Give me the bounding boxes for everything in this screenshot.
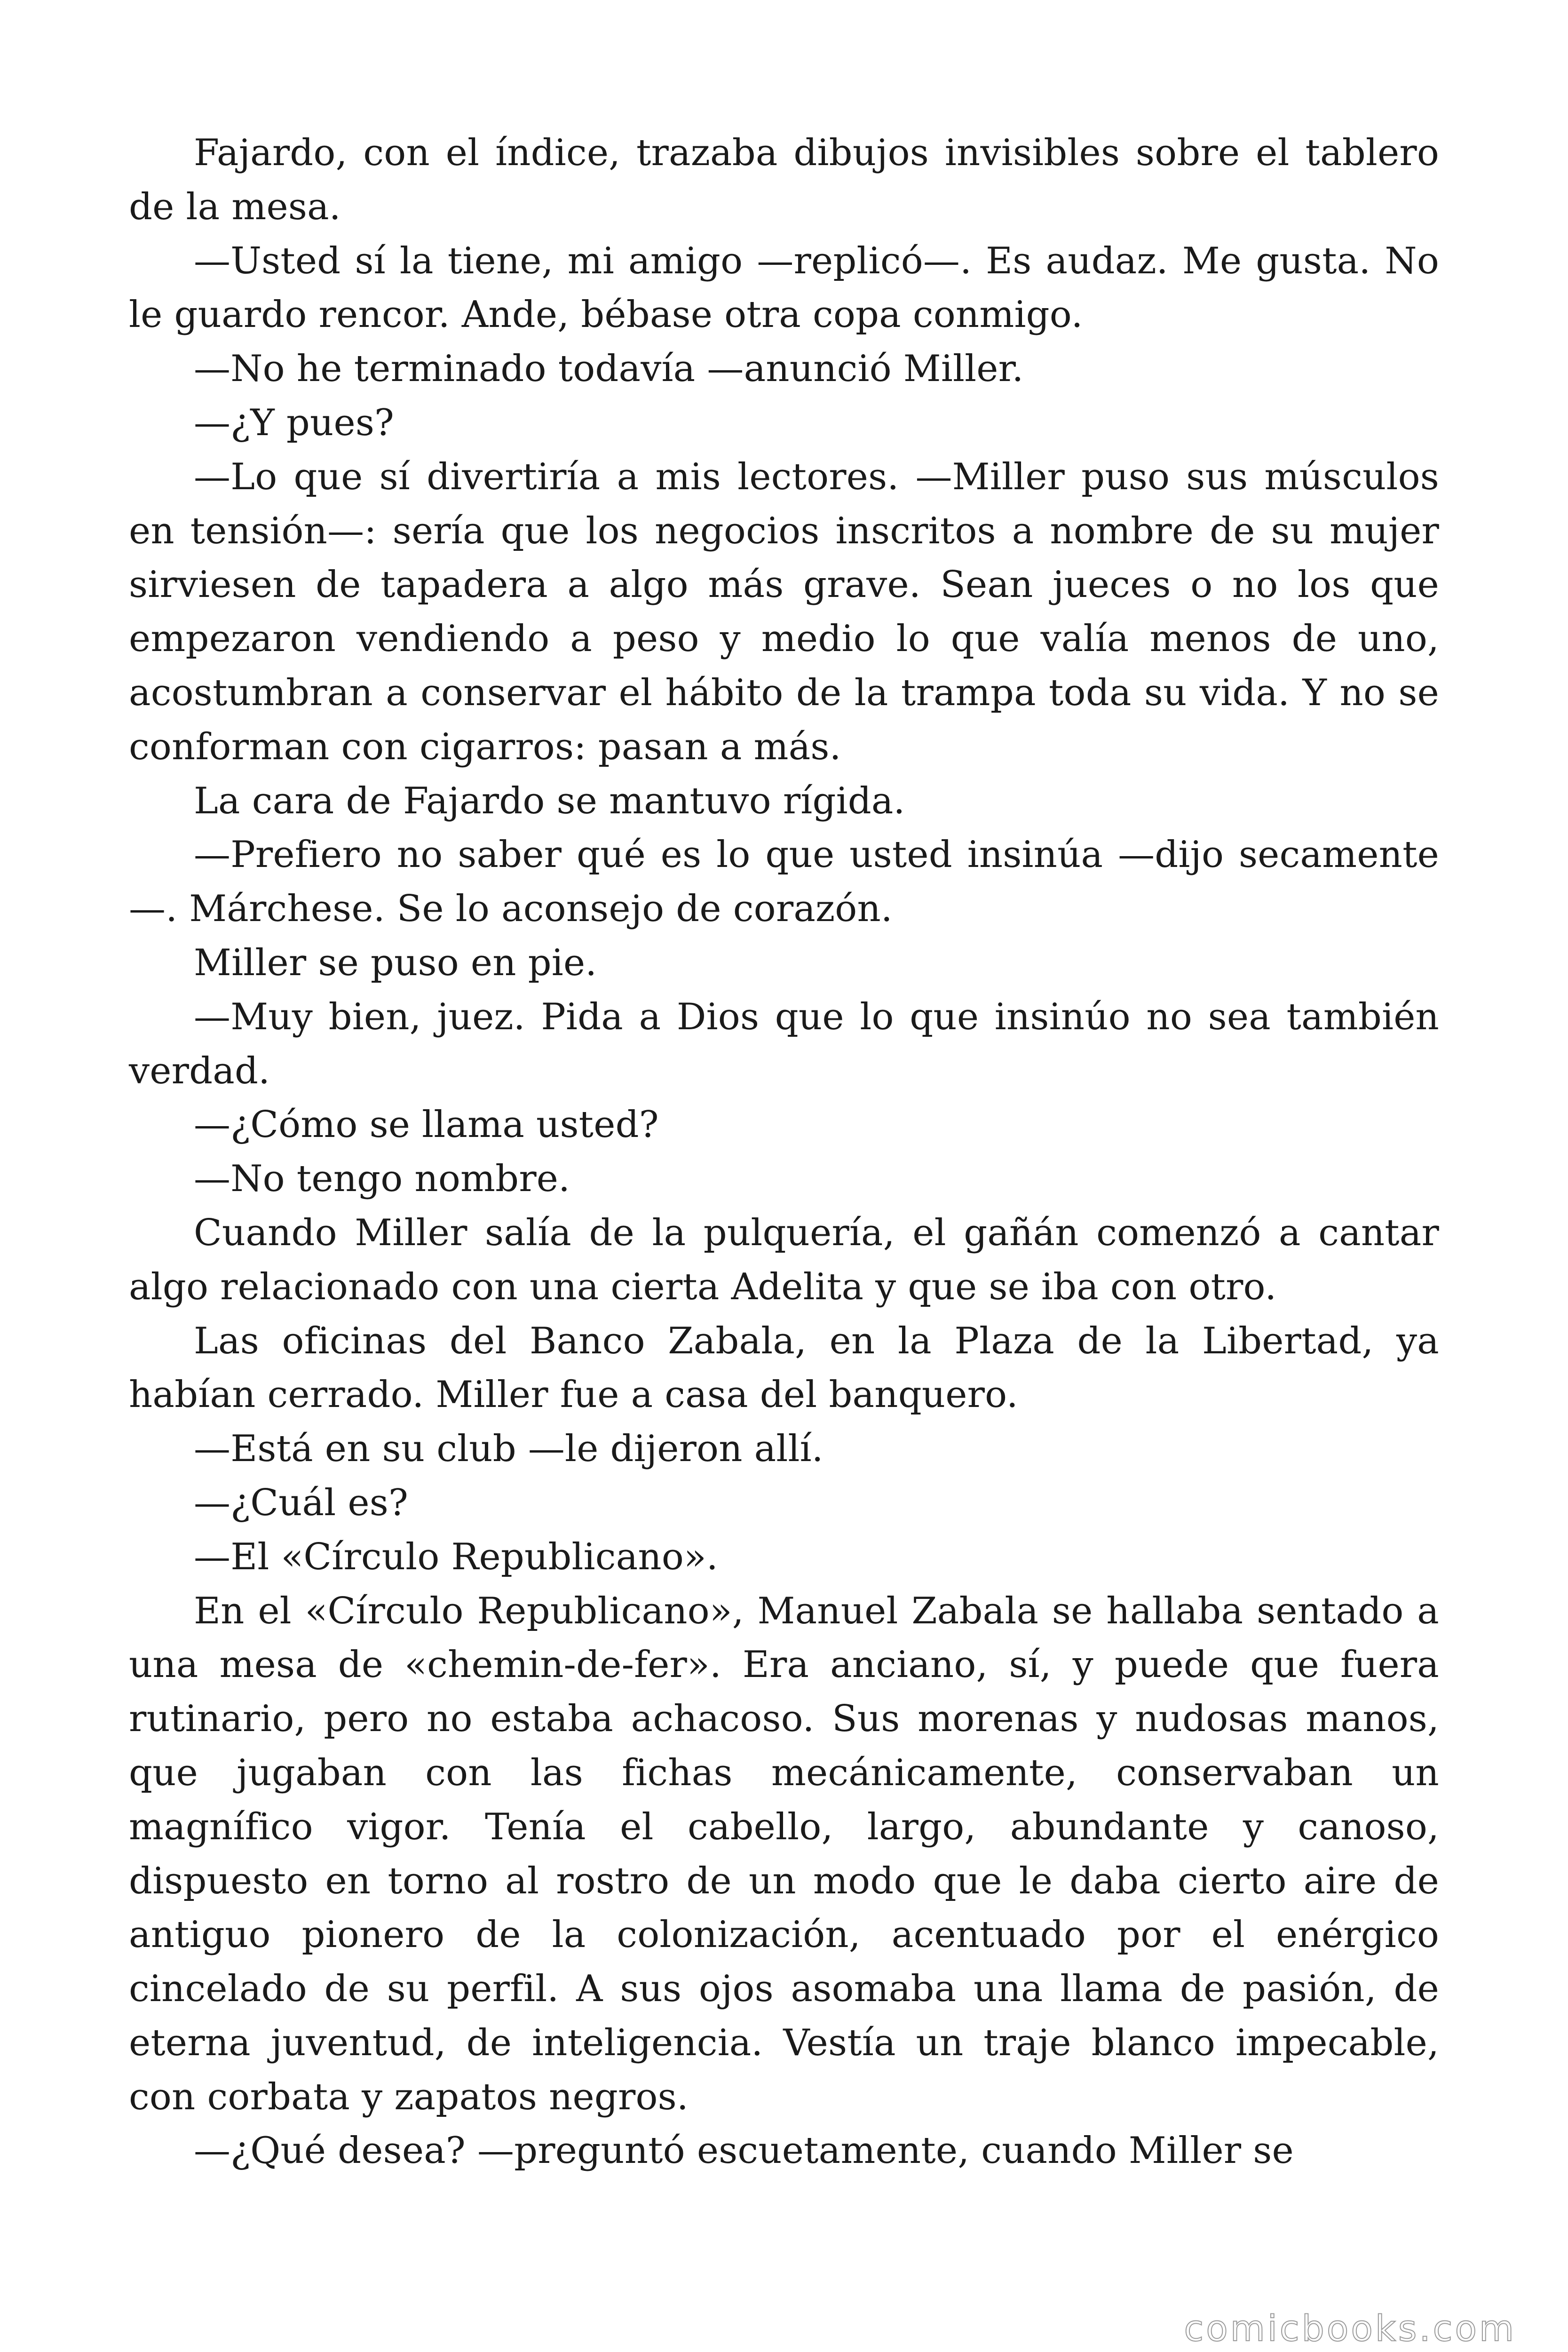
paragraph: —¿Qué desea? —preguntó escuetamente, cuando Miller se [194,2130,1294,2172]
paragraph: —No tengo nombre. [194,1158,570,1200]
paragraph: En el «Círculo Republicano», Manuel Zabala se hallaba sentado a una mesa de «chemin-de-fer». Era anciano, sí, y puede que fuera rutinario, pero no estaba achacoso. Sus morenas y nudosas manos, que jugaban con las fichas mecánicamente, conservaban un magnífico vigor. Tenía el cabello, largo, abundante y canoso, dispuesto en torno al rostro de un modo que le daba cierto aire de antiguo pionero de la colonización, acentuado por el enérgico cincelado de su perfil. A sus ojos asomaba una llama de pasión, de eterna juventud, de inteligencia. Vestía un traje blanco impecable, con corbata y zapatos negros. [129,1589,1439,2118]
page-body [129,126,1439,2178]
paragraph: —¿Cuál es? [194,1481,408,1524]
paragraph: —Muy bien, juez. Pida a Dios que lo que insinúo no sea también verdad. [129,995,1439,1092]
paragraph: Las oficinas del Banco Zabala, en la Plaza de la Libertad, ya habían cerrado. Miller fue a casa del banquero. [129,1319,1439,1416]
paragraph: —El «Círculo Republicano». [194,1535,718,1578]
paragraph: —¿Y pues? [194,401,395,444]
paragraph: —¿Cómo se llama usted? [194,1104,659,1146]
paragraph: —Lo que sí divertiría a mis lectores. —Miller puso sus músculos en tensión—: sería que los negocios inscritos a nombre de su mujer sirviesen de tapadera a algo más grave. Sean jueces o no los que empezaron vendiendo a peso y medio lo que valía menos de uno, acostumbran a conservar el hábito de la trampa toda su vida. Y no se conforman con cigarros: pasan a más. [129,455,1439,768]
paragraph: —Está en su club —le dijeron allí. [194,1428,824,1470]
paragraph: Miller se puso en pie. [194,941,597,984]
paragraph: Cuando Miller salía de la pulquería, el gañán comenzó a cantar algo relacionado con una cierta Adelita y que se iba con otro. [129,1211,1439,1308]
watermark: comicbooks.com [1184,2307,1516,2349]
paragraph: —No he terminado todavía —anunció Miller. [194,348,1024,390]
paragraph: La cara de Fajardo se mantuvo rígida. [194,779,905,822]
paragraph: Fajardo, con el índice, trazaba dibujos invisibles sobre el tablero de la mesa. [129,132,1439,228]
paragraph: —Usted sí la tiene, mi amigo —replicó—. Es audaz. Me gusta. No le guardo rencor. Ande, bébase otra copa conmigo. [129,239,1439,336]
paragraph: —Prefiero no saber qué es lo que usted insinúa —dijo secamente —. Márchese. Se lo aconsejo de corazón. [129,834,1439,930]
